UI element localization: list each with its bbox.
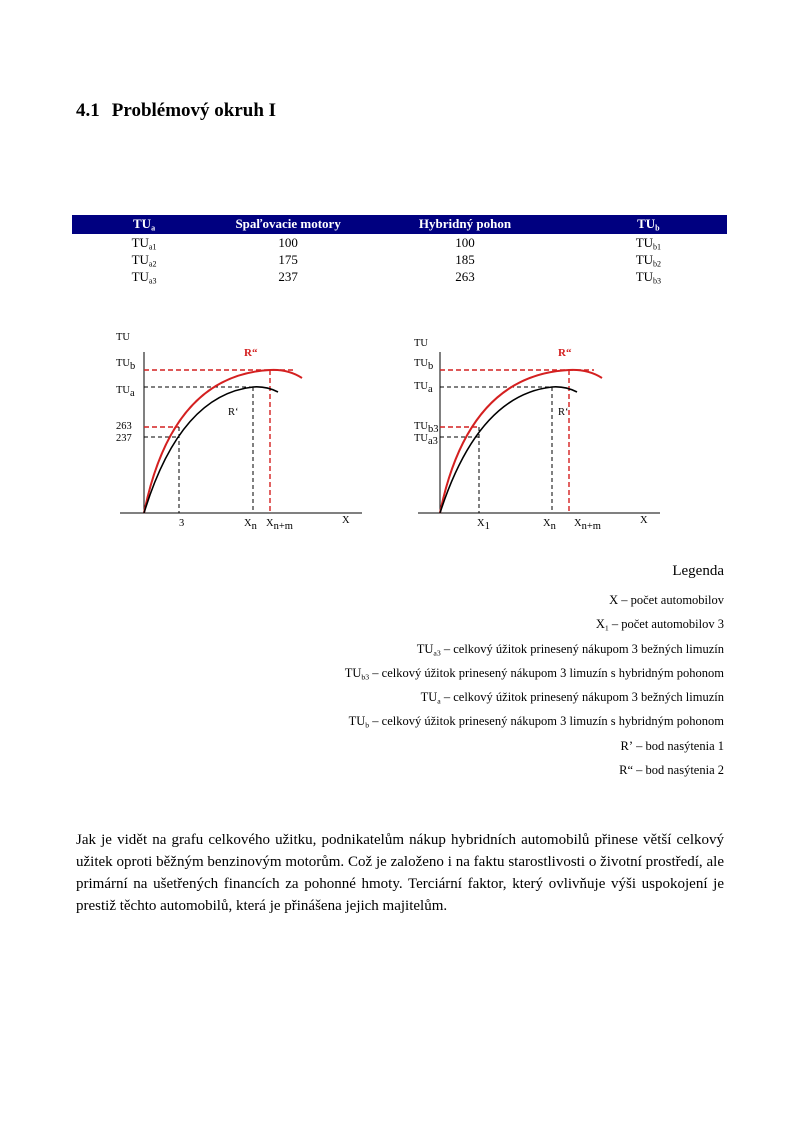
- cell-tua: $TU_{a2}$: [131, 252, 157, 269]
- col-header-hybrid: Hybridný pohon: [360, 215, 570, 234]
- red-utility-curve: [440, 370, 602, 513]
- cell-combustion: 237: [278, 269, 298, 284]
- y-axis-title: TU: [116, 332, 130, 343]
- x-axis-title: X: [342, 515, 350, 526]
- col-header-tub: $TU_b$: [570, 215, 727, 234]
- legend-item: X – počet automobilov: [609, 593, 724, 607]
- legend-item: $TU_b$ – celkový úžitok prinesený nákupom 3 limuzín s hybridným pohonom: [348, 714, 724, 730]
- utility-chart-1: [100, 325, 370, 535]
- section-heading: [76, 100, 276, 122]
- r2-label: R“: [558, 347, 572, 359]
- legend-item: $TU_a$ – celkový úžitok prinesený nákupom 3 bežných limuzín: [420, 690, 724, 706]
- tua3-label: TUa3: [414, 433, 438, 447]
- legend: [345, 563, 724, 782]
- utility-table: [72, 215, 727, 285]
- v237-label: 237: [116, 433, 132, 444]
- legend-item: $TU_{b3}$ – celkový úžitok prinesený nákupom 3 limuzín s hybridným pohonom: [344, 665, 724, 682]
- x3-label: 3: [179, 518, 185, 529]
- cell-tua: $TU_{a3}$: [131, 269, 157, 286]
- cell-tub: $TU_{b2}$: [635, 252, 662, 269]
- xnm-label: Xn+m: [574, 518, 601, 532]
- cell-tub: $TU_{b3}$: [635, 269, 662, 286]
- section-number: 4.1: [76, 100, 100, 121]
- r2-label: R“: [244, 347, 258, 359]
- r1-label: R‘: [558, 407, 569, 418]
- legend-item: $TU_{a3}$ – celkový úžitok prinesený nákupom 3 bežných limuzín: [416, 641, 724, 657]
- x-axis-title: X: [640, 515, 648, 526]
- legend-item: $X_1$ – počet automobilov 3: [595, 617, 724, 633]
- table-header-row: [72, 215, 727, 234]
- table-row: [72, 268, 727, 285]
- y-axis-title: TU: [414, 338, 428, 349]
- v263-label: 263: [116, 421, 132, 432]
- x1-label: X1: [477, 518, 490, 532]
- tub-label: TUb: [116, 358, 136, 372]
- col-header-tua: $TU_a$: [72, 215, 216, 234]
- utility-chart-2: [398, 325, 668, 535]
- tua-label: TUa: [414, 381, 433, 395]
- cell-tub: $TU_{b1}$: [635, 235, 662, 252]
- body-paragraph: Jak je vidět na grafu celkového užitku, podnikatelům nákup hybridních automobilů přinese větší celkový užitek oproti běžným benzinovým motorům. Což je založeno i na faktu starostlivosti o životní prostředí, ale primární na ušetřených financích za pohonné hmoty. Terciární faktor, který ovlivňuje výši uspokojení je prestiž těchto automobilů, která je přinášena jejich majitelům.: [76, 832, 724, 914]
- cell-hybrid: 185: [455, 252, 475, 267]
- cell-tua: $TU_{a1}$: [131, 235, 157, 252]
- tua-label: TUa: [116, 385, 135, 399]
- legend-title: Legenda: [672, 563, 724, 579]
- tub3-label: TUb3: [414, 421, 439, 435]
- legend-item: R“ – bod nasýtenia 2: [619, 763, 724, 778]
- cell-hybrid: 100: [455, 235, 475, 250]
- table-row: [72, 251, 727, 268]
- xnm-label: Xn+m: [266, 518, 293, 532]
- table-row: [72, 234, 727, 251]
- r1-label: R‘: [228, 407, 239, 418]
- xn-label: Xn: [543, 518, 556, 532]
- section-title: Problémový okruh I: [111, 100, 277, 121]
- cell-combustion: 100: [278, 235, 298, 250]
- xn-label: Xn: [244, 518, 257, 532]
- tub-label: TUb: [414, 358, 434, 372]
- col-header-combustion: Spaľovacie motory: [216, 215, 360, 234]
- legend-item: R’ – bod nasýtenia 1: [620, 738, 724, 753]
- cell-hybrid: 263: [455, 269, 475, 284]
- cell-combustion: 175: [278, 252, 298, 267]
